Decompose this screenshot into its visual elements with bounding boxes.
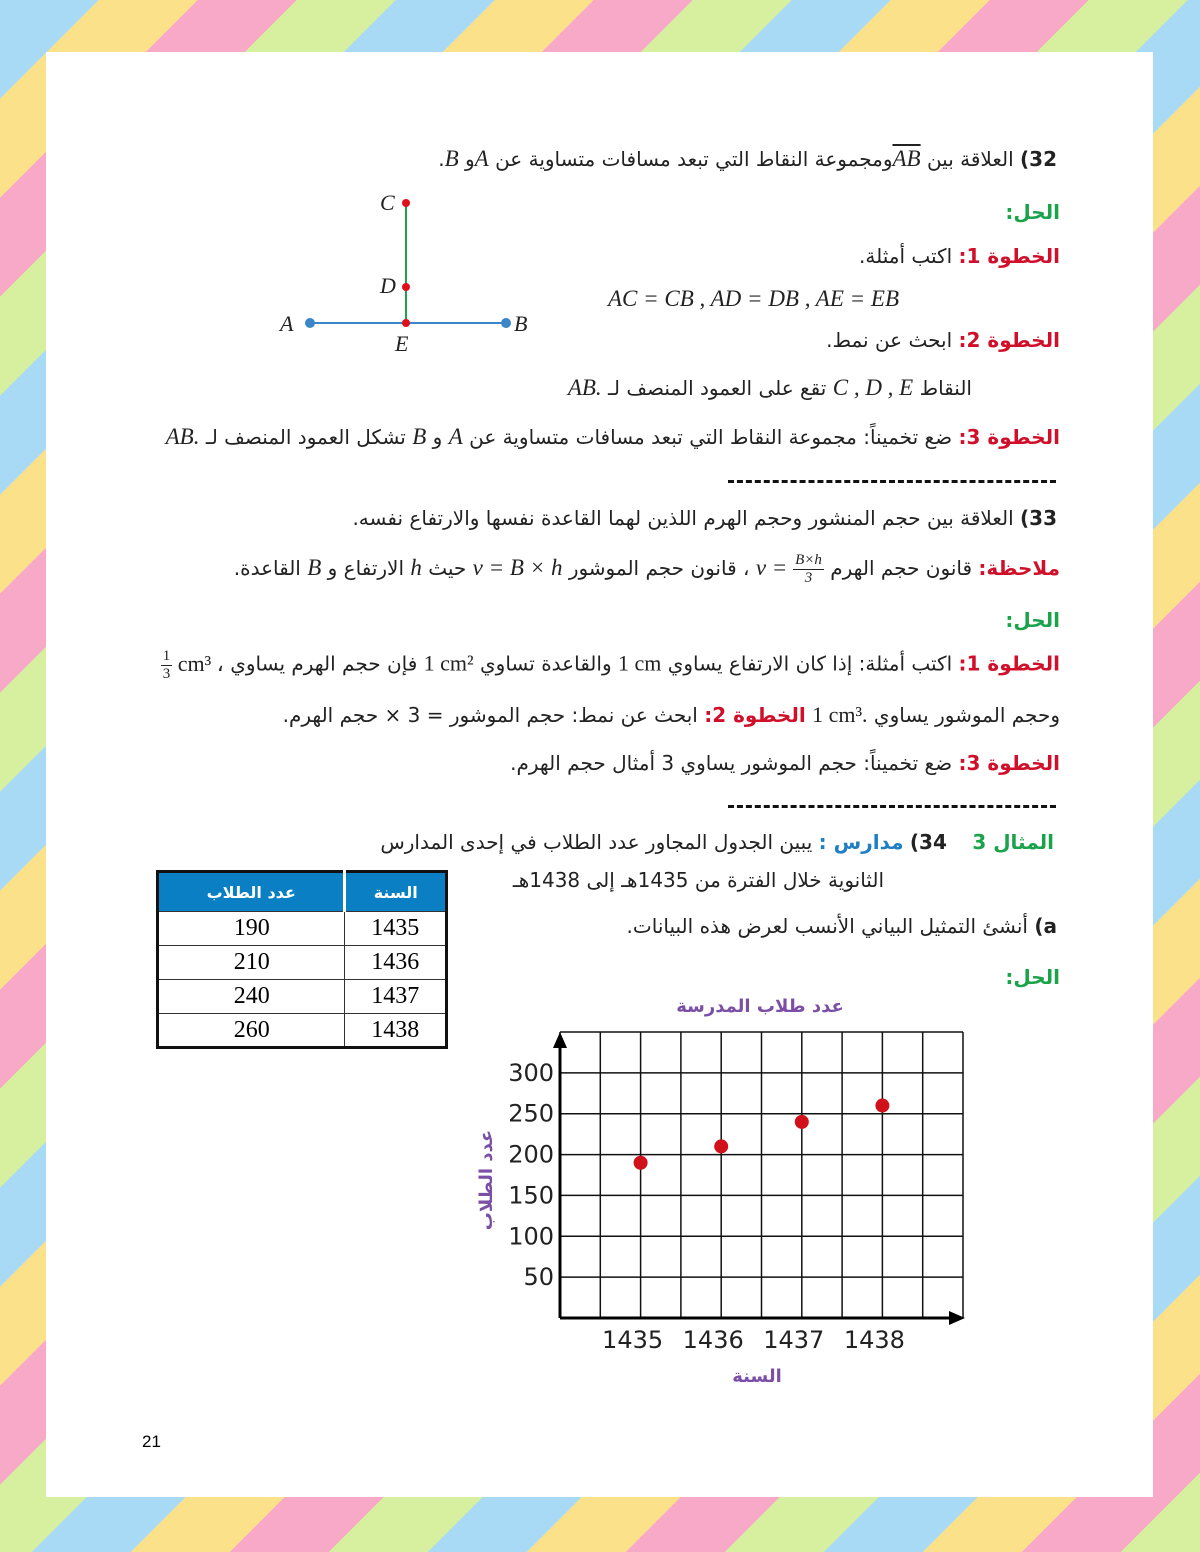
y-tick-label: 200 (508, 1140, 554, 1169)
math: v = B × h (472, 554, 563, 580)
step-label: الخطوة 1: (958, 244, 1060, 268)
text: و (464, 147, 475, 171)
text: اكتب أمثلة. (859, 244, 953, 268)
y-tick-label: 300 (508, 1058, 554, 1087)
y-tick-label: 50 (523, 1263, 554, 1292)
label-b: B (514, 311, 528, 336)
topic-label: مدارس : (818, 830, 904, 854)
y-tick-label: 150 (508, 1181, 554, 1210)
q34-text2: الثانوية خلال الفترة من 1435هـ إلى 1438هـ (512, 868, 884, 892)
solution-label: الحل: (1005, 200, 1060, 224)
text: وحجم الموشور يساوي (873, 703, 1060, 727)
x-axis-label: السنة (732, 1366, 782, 1387)
equalities: AC = CB , AD = DB , AE = EB (608, 286, 900, 311)
label-e: E (395, 331, 409, 356)
text: العلاقة بين (926, 147, 1014, 171)
label-a: A (280, 311, 294, 336)
y-axis-arrow (553, 1032, 567, 1048)
text: ابحث عن نمط: حجم الموشور = 3 × حجم الهرم. (282, 703, 698, 727)
y-tick-label: 250 (508, 1099, 554, 1128)
chart-title: عدد طلاب المدرسة (676, 996, 844, 1017)
math: A (474, 146, 489, 171)
text: القاعدة. (233, 555, 301, 580)
text: ضع تخميناً: مجموعة النقاط التي تبعد مسافات متساوية عن (469, 425, 953, 449)
q33-number: 33) (1020, 506, 1057, 530)
unit: cm³ ، (177, 650, 224, 676)
part-label: a) (1034, 914, 1057, 938)
text: والقاعدة تساوي (480, 651, 612, 676)
denominator: 3 (804, 570, 813, 586)
math: h (410, 554, 422, 580)
data-point (875, 1099, 889, 1113)
math: A (448, 424, 463, 449)
text: ضع تخميناً: حجم الموشور يساوي 3 أمثال حجم الهرم. (510, 751, 953, 775)
text: قانون حجم الهرم (830, 555, 973, 580)
text: ومجموعة النقاط التي تبعد مسافات متساوية عن (495, 147, 893, 171)
example-label: المثال 3 (972, 830, 1054, 854)
x-tick-label: 1435 (602, 1326, 664, 1354)
math: v = (755, 554, 788, 580)
math: 1 cm³. (812, 702, 868, 727)
x-tick-label: 1436 (682, 1326, 744, 1354)
denominator: 3 (162, 666, 171, 682)
segment-ab: $\overline{AB}$ (892, 146, 921, 171)
cell: 1436 (345, 946, 447, 980)
text: ، قانون حجم الموشور (568, 555, 750, 580)
solution-label: الحل: (1005, 965, 1060, 989)
text: تقع على العمود المنصف لـ (608, 376, 827, 400)
label-c: C (380, 190, 395, 215)
text: يبين الجدول المجاور عدد الطلاب في إحدى المدارس (380, 830, 813, 854)
text: و (432, 425, 443, 449)
numerator: 1 (162, 648, 171, 664)
text: النقاط (919, 376, 972, 400)
cell: 240 (158, 980, 345, 1014)
cell: 210 (158, 946, 345, 980)
text: اكتب أمثلة: إذا كان الارتفاع يساوي (667, 651, 953, 676)
numerator: B×h (795, 552, 822, 568)
step-label: الخطوة 2: (958, 328, 1060, 352)
y-tick-label: 100 (508, 1222, 554, 1251)
x-tick-label: 1437 (763, 1326, 825, 1354)
data-point (795, 1115, 809, 1129)
math: AB. (165, 424, 200, 449)
page-number: 21 (142, 1432, 161, 1451)
x-tick-label: 1438 (843, 1326, 905, 1354)
y-axis-label: عدد الطلاب (476, 1129, 497, 1231)
math: B (444, 146, 459, 171)
math: 1 cm² (423, 650, 474, 676)
text: أنشئ التمثيل البياني الأنسب لعرض هذه البيانات. (626, 914, 1028, 938)
data-point (634, 1156, 648, 1170)
step-label: الخطوة 2: (704, 703, 806, 727)
text: ابحث عن نمط. (826, 328, 953, 352)
step-label: الخطوة 3: (958, 751, 1060, 775)
solution-label: الحل: (1005, 608, 1060, 632)
math: AB. (567, 375, 602, 400)
q32-number: 32) (1020, 147, 1057, 171)
q34-number: 34) (909, 830, 947, 854)
header-students: عدد الطلاب (158, 872, 345, 912)
math: B (412, 424, 427, 449)
text: تشكل العمود المنصف لـ (205, 425, 406, 449)
step-label: الخطوة 1: (958, 651, 1060, 676)
data-point (714, 1139, 728, 1153)
math: B (307, 554, 322, 580)
cell: 260 (158, 1014, 345, 1048)
text: حيث (428, 555, 467, 580)
cell: 1435 (345, 912, 447, 946)
cell: 1438 (345, 1014, 447, 1048)
text: العلاقة بين حجم المنشور وحجم الهرم اللذين لهما القاعدة نفسها والارتفاع نفسه. (352, 506, 1014, 530)
header-year: السنة (345, 872, 447, 912)
math: C , D , E (832, 375, 914, 400)
cell: 190 (158, 912, 345, 946)
label-d: D (380, 273, 396, 298)
note-label: ملاحظة: (978, 555, 1060, 580)
text: . (438, 147, 445, 171)
cell: 1437 (345, 980, 447, 1014)
text: فإن حجم الهرم يساوي (230, 651, 418, 676)
step-label: الخطوة 3: (958, 425, 1060, 449)
text: الارتفاع و (327, 555, 405, 580)
math: 1 cm (617, 650, 662, 676)
